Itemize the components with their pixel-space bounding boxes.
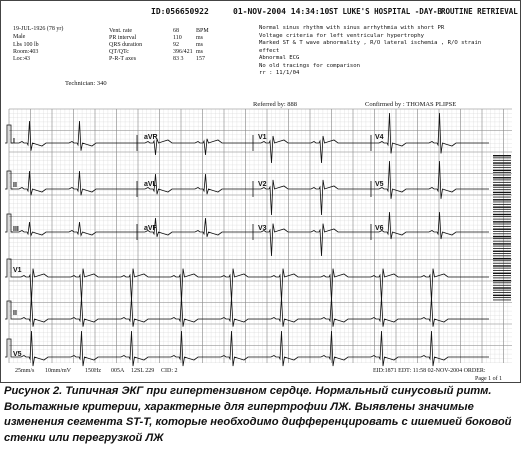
interpretation-line: effect	[259, 47, 280, 54]
barcode-bar	[493, 278, 511, 279]
barcode-bar	[493, 197, 511, 198]
interpretation-line: No old tracings for comparison	[259, 62, 361, 69]
barcode-bar	[493, 160, 511, 161]
barcode-bar	[493, 273, 511, 274]
measurement-value: 68	[173, 28, 179, 34]
barcode-bar	[493, 175, 511, 176]
barcode-bar	[493, 282, 511, 283]
barcode-bar	[493, 265, 511, 266]
barcode-bar	[493, 182, 511, 183]
measurement-label: P-R-T axes	[109, 56, 137, 62]
barcode-bar	[493, 251, 511, 252]
confirmed-by: Confirmed by : THOMAS PLIPSE	[365, 101, 457, 108]
ecg-trace	[11, 222, 137, 236]
barcode-bar	[493, 219, 511, 220]
barcode-bar	[493, 238, 511, 239]
measurement-unit: ms	[196, 49, 204, 55]
lead-label: V5	[375, 181, 384, 188]
barcode-bar	[493, 292, 511, 293]
barcode-bar	[493, 157, 511, 158]
lead-label: II	[13, 310, 17, 317]
measurement-label: QT/QTc	[109, 49, 129, 55]
barcode-bar	[493, 192, 511, 193]
retrieval-mode: ROUTINE RETRIEVAL	[441, 7, 518, 16]
barcode-bar	[493, 224, 511, 225]
hospital-name: ST LUKE'S HOSPITAL -DAY-B	[329, 7, 442, 16]
barcode-bar	[493, 268, 511, 269]
lead-label: aVR	[144, 134, 158, 141]
barcode-bar	[493, 270, 511, 271]
barcode-bar	[493, 214, 511, 215]
barcode-bar	[493, 231, 511, 232]
filter: 150Hz	[85, 368, 101, 374]
ecg-trace	[371, 161, 489, 199]
barcode-bar	[493, 206, 511, 207]
barcode-bar	[493, 184, 511, 185]
ecg-trace	[11, 121, 137, 151]
page-number: Page 1 of 1	[475, 376, 503, 382]
barcode-bar	[493, 233, 511, 234]
measurement-unit: 157	[196, 56, 205, 62]
patient-sex: Male	[13, 34, 26, 40]
barcode-bar	[493, 258, 511, 259]
measurement-unit: ms	[196, 35, 204, 41]
barcode-bar	[493, 167, 511, 168]
lead-label: V1	[258, 134, 267, 141]
lead-label: V2	[258, 181, 267, 188]
barcode-bar	[493, 260, 511, 261]
measurement-label: QRS duration	[109, 42, 143, 48]
lead-label: aVF	[144, 225, 157, 232]
interpretation-line: Voltage criteria for left ventricular hypertrophy	[259, 32, 425, 39]
barcode-bar	[493, 204, 511, 205]
measurement-value: 110	[173, 35, 182, 41]
cid: CID: 2	[161, 368, 178, 374]
lead-label: V1	[13, 267, 22, 274]
measurement-label: PR interval	[109, 35, 137, 41]
barcode-bar	[493, 170, 511, 171]
barcode-bar	[493, 199, 511, 200]
interpretation-line: Normal sinus rhythm with sinus arrhythmia with short PR	[259, 25, 445, 31]
barcode-bar	[493, 221, 511, 222]
ecg-trace	[137, 139, 253, 155]
barcode-bar	[493, 290, 511, 291]
barcode-bar	[493, 255, 511, 256]
patient-loc: Loc:43	[13, 56, 30, 62]
barcode-strip	[493, 155, 511, 303]
lead-label: II	[13, 182, 17, 189]
interpretation-line: rr : 11/1/04	[259, 70, 300, 76]
record-id: ID:056650922	[151, 7, 209, 16]
barcode-bar	[493, 162, 511, 163]
technician: Technician: 340	[65, 80, 107, 87]
barcode-bar	[493, 285, 511, 286]
barcode-bar	[493, 172, 511, 173]
barcode-bar	[493, 165, 511, 166]
barcode-bar	[493, 155, 511, 156]
lead-label: aVL	[144, 181, 157, 188]
device: 12SL 229	[131, 368, 155, 374]
interpretation-line: Marked ST & T wave abnormality , R/O lateral ischemia , R/O strain	[259, 40, 482, 46]
lead-label: V6	[375, 225, 384, 232]
barcode-bar	[493, 216, 511, 217]
measurement-unit: ms	[196, 42, 204, 48]
barcode-bar	[493, 187, 511, 188]
barcode-bar	[493, 241, 511, 242]
paper-speed: 25mm/s	[15, 368, 35, 374]
lead-label: III	[13, 226, 19, 233]
interpretation-line: Abnormal ECG	[259, 55, 300, 61]
barcode-bar	[493, 280, 511, 281]
barcode-bar	[493, 275, 511, 276]
barcode-bar	[493, 253, 511, 254]
lead-label: V4	[375, 134, 384, 141]
ecg-trace	[371, 212, 489, 239]
barcode-bar	[493, 211, 511, 212]
ecg-trace	[11, 171, 137, 195]
version: 005A	[111, 368, 125, 374]
barcode-bar	[493, 248, 511, 249]
lead-label: V3	[258, 225, 267, 232]
patient-room: Room:403	[13, 49, 39, 55]
gain: 10mm/mV	[45, 368, 72, 374]
figure-caption: Рисунок 2. Типичная ЭКГ при гипертензивном сердце. Нормальный синусовый ритм. Вольтажные критерии, характерные для гипертрофии ЛЖ. Выявлены значимые изменения сегмента ST-T, которые необходимо дифференцировать с ишемией боковой стенки или перегрузкой ЛЖ	[4, 385, 512, 444]
barcode-bar	[493, 246, 511, 247]
barcode-bar	[493, 209, 511, 210]
barcode-bar	[493, 177, 511, 178]
record-datetime: 01-NOV-2004 14:34:10	[233, 7, 330, 16]
barcode-bar	[493, 180, 511, 181]
measurement-label: Vent. rate	[109, 28, 132, 34]
measurement-value: 396/421	[173, 49, 193, 55]
barcode-bar	[493, 287, 511, 288]
edit-info: EID:1871 EDT: 11:58 02-NOV-2004 ORDER:	[373, 368, 486, 374]
barcode-bar	[493, 194, 511, 195]
measurement-unit: BPM	[196, 28, 209, 34]
barcode-bar	[493, 295, 511, 296]
lead-label: V5	[13, 351, 22, 358]
patient-dob: 19-JUL-1926 (78 yr)	[13, 26, 64, 32]
ecg-trace	[371, 113, 489, 154]
barcode-bar	[493, 297, 511, 298]
referred-by: Referred by: 888	[253, 101, 298, 108]
barcode-bar	[493, 202, 511, 203]
barcode-bar	[493, 263, 511, 264]
barcode-bar	[493, 189, 511, 190]
measurement-value: 83 3	[173, 56, 184, 62]
barcode-bar	[493, 226, 511, 227]
barcode-bar	[493, 229, 511, 230]
barcode-bar	[493, 236, 511, 237]
barcode-bar	[493, 300, 511, 301]
measurement-value: 92	[173, 42, 179, 48]
patient-weight: Lbs 100 lb	[13, 42, 39, 48]
barcode-bar	[493, 243, 511, 244]
lead-label: I	[13, 138, 15, 145]
